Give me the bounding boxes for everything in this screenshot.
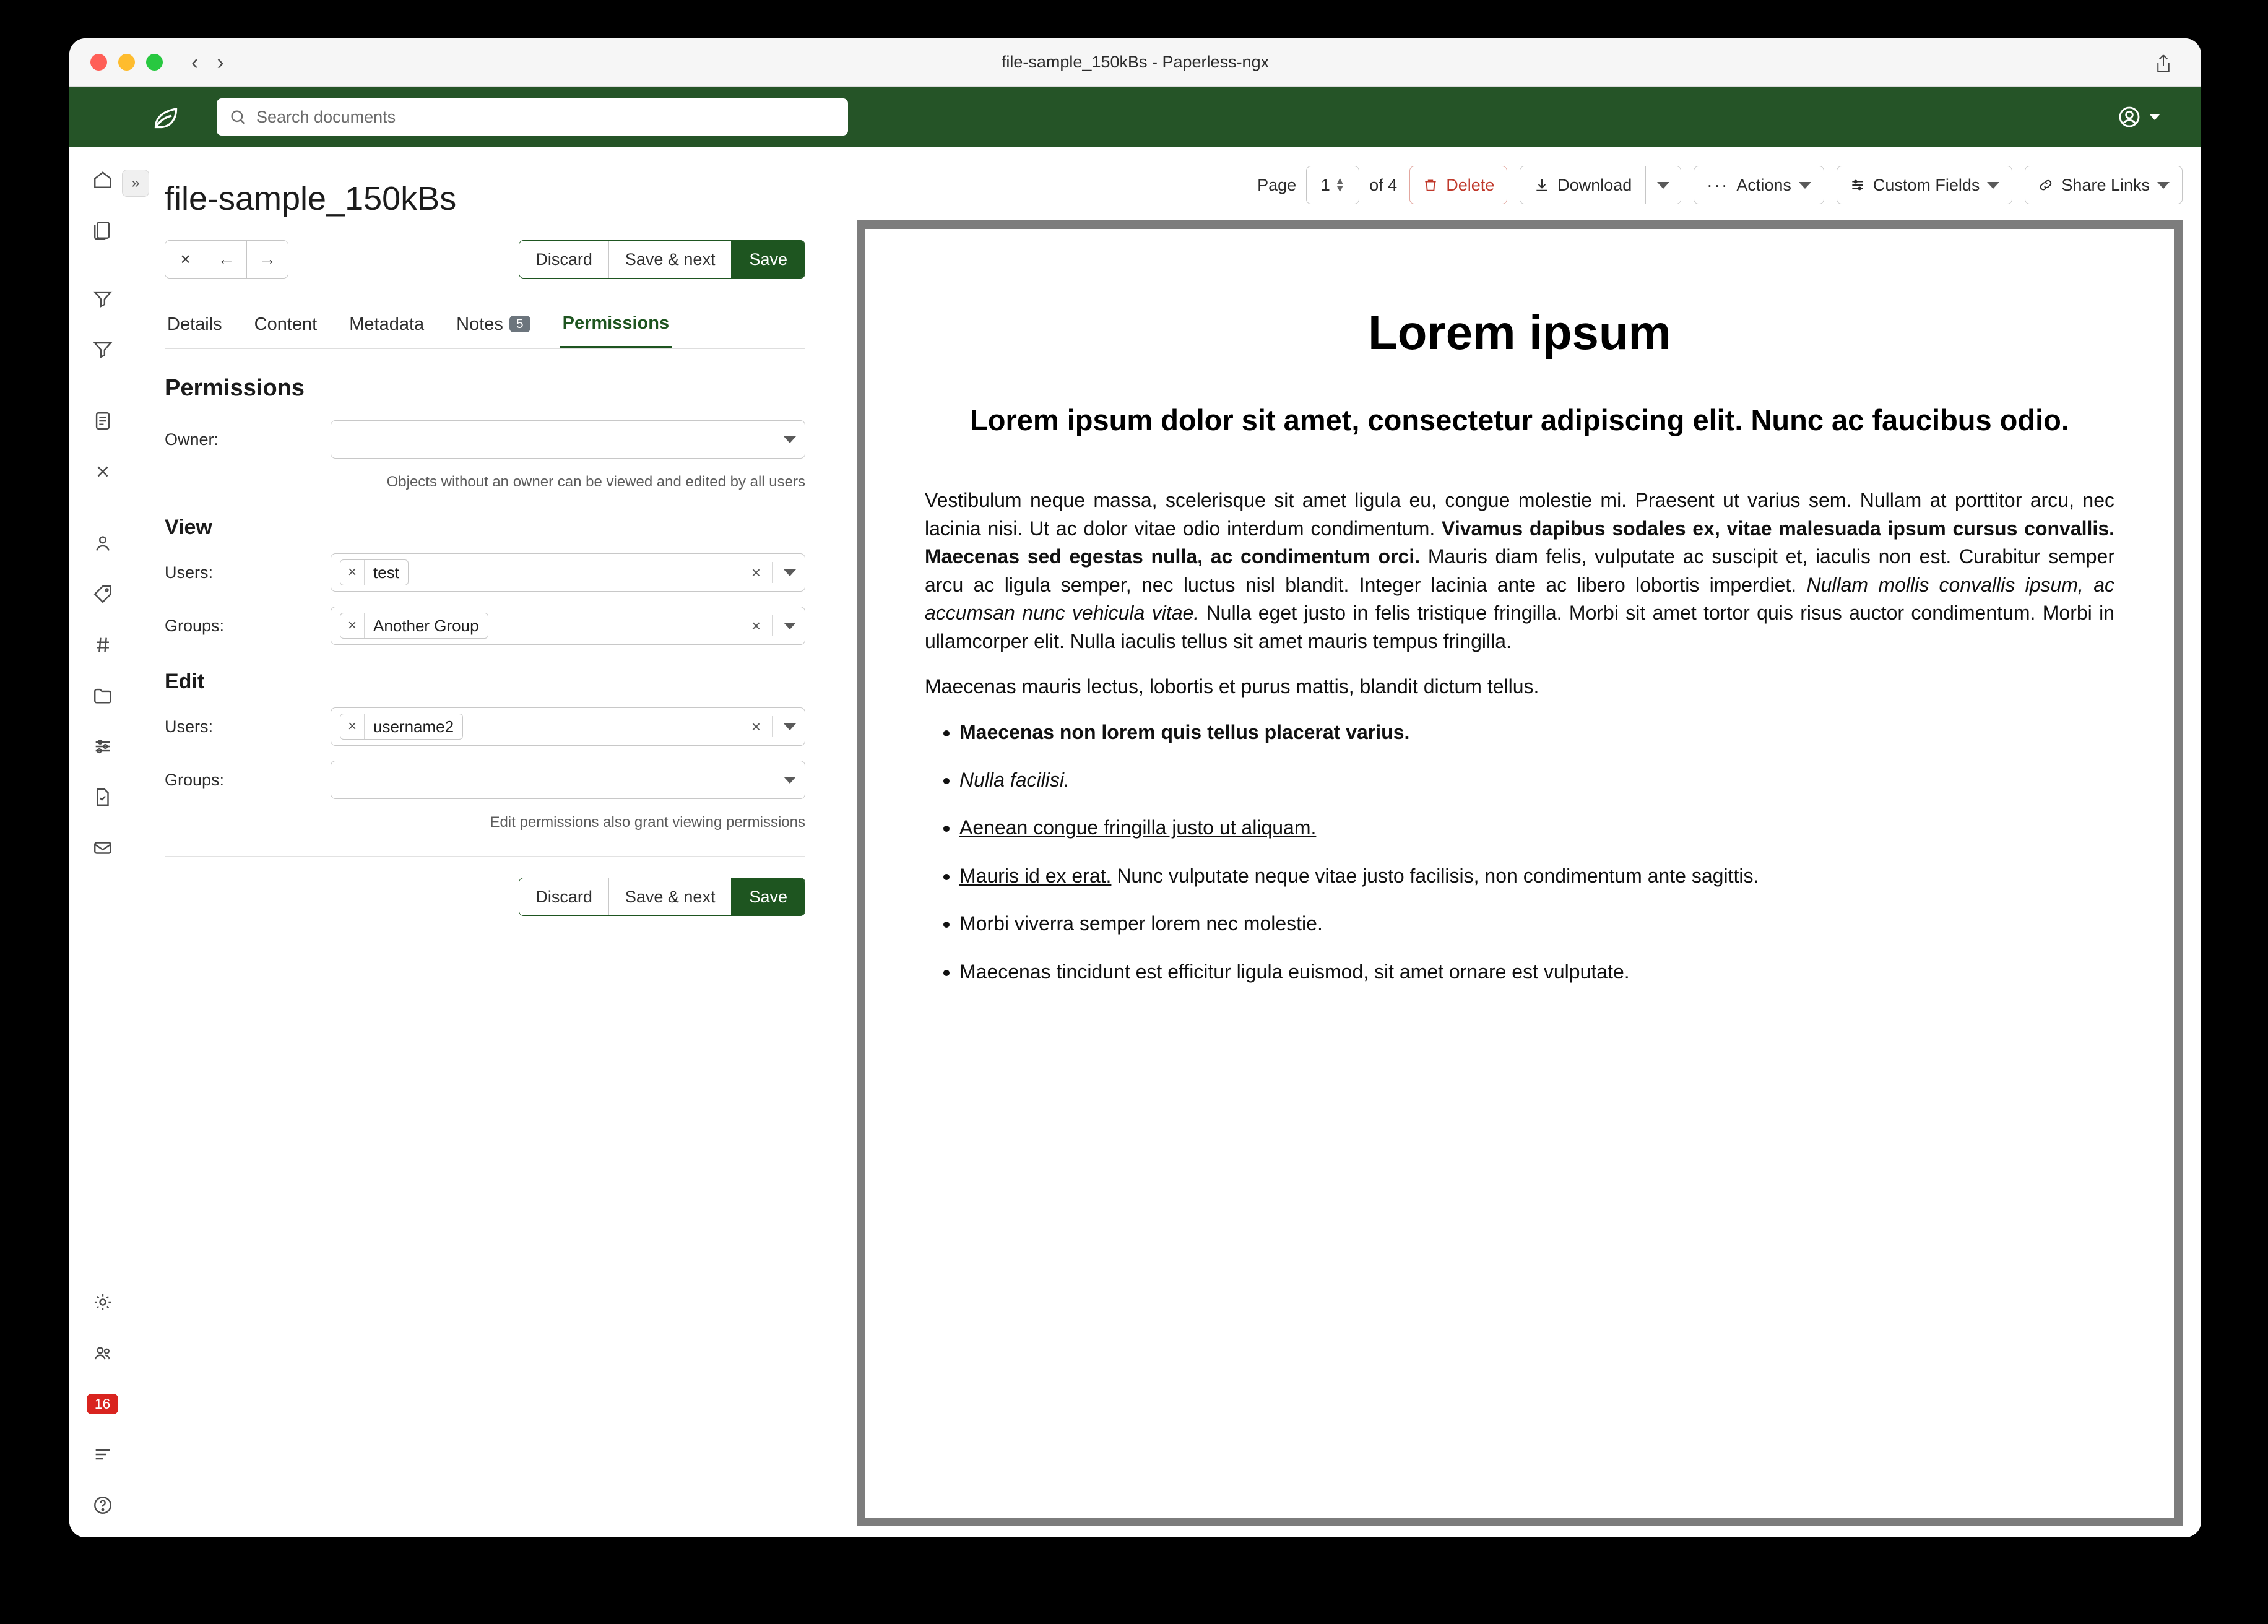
trash-icon <box>1422 177 1439 193</box>
edit-users-row <box>165 707 805 746</box>
page-title: file-sample_150kBs <box>165 180 457 217</box>
list-item <box>959 910 2114 938</box>
p1-e: Nulla eget justo in felis tristique fringilla. Morbi sit amet tortor quis risus auctor condimentum. Morbi in ullamcorper elit. Nulla iaculis tellus sit amet mauris tempus fringilla. <box>925 602 2115 652</box>
discard-button-top[interactable]: Discard <box>519 241 609 278</box>
chevron-down-icon <box>1799 182 1811 189</box>
view-group-chip-label: Another Group <box>373 616 479 635</box>
chevron-down-icon <box>784 569 796 576</box>
remove-chip-icon[interactable]: × <box>340 714 365 739</box>
chevron-down-icon <box>784 436 796 443</box>
edit-groups-select[interactable] <box>331 761 805 799</box>
sidebar-item-close-all[interactable] <box>87 456 119 488</box>
close-window-button[interactable] <box>90 54 107 71</box>
list-item <box>959 766 2114 794</box>
pdf-page <box>865 229 2174 1518</box>
discard-button-bottom[interactable]: Discard <box>519 878 609 915</box>
divider <box>772 615 773 636</box>
chevron-down-icon <box>784 723 796 730</box>
zoom-window-button[interactable] <box>146 54 163 71</box>
download-dropdown-toggle[interactable] <box>1646 166 1681 204</box>
hash-icon <box>92 634 113 655</box>
chevron-down-icon <box>1657 182 1669 189</box>
share-links-label: Share Links <box>2061 175 2150 194</box>
document-edit-panel <box>136 147 834 1537</box>
minimize-window-button[interactable] <box>118 54 135 71</box>
sidebar-bottom-group <box>69 1286 136 1521</box>
bullet-0-bold: Maecenas non lorem quis tellus placerat varius. <box>959 720 1410 743</box>
edit-helper-text: Edit permissions also grant viewing permissions <box>490 814 805 831</box>
download-icon <box>1534 177 1550 193</box>
custom-fields-button[interactable] <box>1837 166 2013 204</box>
document-nav-group[interactable] <box>165 240 288 279</box>
edit-groups-row <box>165 761 805 799</box>
sliders-icon <box>92 736 113 757</box>
notes-count-badge: 5 <box>509 316 530 332</box>
delete-button[interactable] <box>1409 166 1507 204</box>
edit-user-chip[interactable] <box>340 714 463 740</box>
search-input[interactable] <box>217 98 848 136</box>
tab-permissions[interactable] <box>560 307 672 348</box>
delete-label: Delete <box>1446 175 1495 194</box>
bullet-2-underline: Aenean congue fringilla justo ut aliquam. <box>959 816 1317 839</box>
window-titlebar <box>69 38 2201 87</box>
share-icon[interactable] <box>2154 53 2173 74</box>
actions-button[interactable] <box>1694 166 1824 204</box>
bullet-3-plain: Nunc vulputate neque vitae justo facilisis, non condimentum ante sagittis. <box>1111 864 1759 887</box>
document-preview-panel <box>834 147 2201 1537</box>
document-action-row-bottom <box>165 856 805 916</box>
document-tabs <box>165 307 805 349</box>
owner-helper-text: Objects without an owner can be viewed and edited by all users <box>386 473 805 490</box>
sidebar-item-help[interactable] <box>87 1489 119 1521</box>
page-label: Page <box>1257 175 1297 194</box>
preview-bullet-list <box>925 719 2114 987</box>
home-icon <box>92 169 113 190</box>
ellipsis-icon: ··· <box>1707 175 1729 194</box>
open-document-icon <box>92 410 113 431</box>
account-icon <box>2117 105 2142 129</box>
tab-content-label: Content <box>254 314 318 334</box>
sidebar-collapse-button[interactable]: » <box>122 170 149 197</box>
sidebar-item-documents[interactable] <box>87 214 119 246</box>
view-heading: View <box>165 516 212 539</box>
p1-c: Mauris diam felis, vulputate ac suscipit et, iaculis non est. Curabitur semper arcu ac ligula semper, nec luctus nisl blandit. Integer lacinia ante ac libero lobortis imperdiet. <box>925 545 2114 596</box>
tab-metadata[interactable] <box>347 308 426 347</box>
list-item <box>959 958 2114 986</box>
edit-users-controls[interactable] <box>751 716 796 737</box>
view-users-select[interactable] <box>331 553 805 592</box>
edit-heading: Edit <box>165 670 205 693</box>
view-groups-controls[interactable] <box>751 615 796 636</box>
funnel-icon <box>92 288 113 309</box>
clear-all-icon[interactable]: × <box>751 717 761 736</box>
chevron-down-icon <box>2157 182 2170 189</box>
folder-icon <box>92 685 113 706</box>
save-and-next-button-bottom[interactable]: Save & next <box>609 878 732 915</box>
chevron-down-icon <box>784 777 796 784</box>
previous-document-button[interactable]: ← <box>206 241 247 278</box>
view-user-chip-label: test <box>373 563 399 582</box>
sidebar-item-open-documents[interactable] <box>87 405 119 437</box>
view-users-controls[interactable] <box>751 562 796 583</box>
p1-d: Nullam mollis convallis ipsum, ac accumsan nunc vehicula vitae. <box>925 573 2115 624</box>
back-button[interactable]: ‹ <box>191 50 199 74</box>
sidebar <box>69 147 140 1537</box>
window-title: file-sample_150kBs - Paperless-ngx <box>1001 53 1270 71</box>
search-icon <box>229 108 246 126</box>
sidebar-item-storage-paths[interactable] <box>87 680 119 712</box>
page-number-value: 1 <box>1320 175 1330 194</box>
person-icon <box>92 533 113 554</box>
view-user-chip[interactable] <box>340 559 409 585</box>
bullet-3-underline: Mauris id ex erat. <box>959 864 1112 887</box>
owner-select[interactable] <box>331 420 805 459</box>
tasks-badge: 16 <box>87 1394 119 1414</box>
link-icon <box>2038 177 2054 193</box>
list-item <box>959 814 2114 842</box>
sidebar-item-document-types[interactable] <box>87 629 119 661</box>
divider <box>772 716 773 737</box>
tab-details[interactable] <box>165 308 225 347</box>
page-total-label: of 4 <box>1369 175 1398 194</box>
user-menu[interactable] <box>2117 105 2160 129</box>
documents-icon <box>92 220 113 241</box>
preview-paragraph-2: Maecenas mauris lectus, lobortis et purus mattis, blandit dictum tellus. <box>925 675 1539 698</box>
browser-navigation[interactable] <box>191 52 224 73</box>
page-number-input[interactable] <box>1306 166 1359 204</box>
preview-heading-1: Lorem ipsum <box>1368 305 1671 360</box>
download-split-button[interactable] <box>1520 166 1681 204</box>
view-users-row <box>165 553 805 592</box>
help-icon <box>92 1495 113 1516</box>
owner-select-controls[interactable] <box>784 436 796 443</box>
custom-fields-icon <box>1850 177 1866 193</box>
sidebar-item-saved-view-1[interactable] <box>87 282 119 314</box>
clear-all-icon[interactable]: × <box>751 563 761 582</box>
tab-content[interactable] <box>252 308 320 347</box>
funnel-icon <box>92 339 113 360</box>
pdf-preview-viewport[interactable] <box>857 220 2183 1526</box>
list-item <box>959 862 2114 890</box>
paperless-leaf-icon[interactable] <box>147 98 184 136</box>
tab-metadata-label: Metadata <box>349 314 425 334</box>
tab-details-label: Details <box>167 314 222 334</box>
browser-window <box>69 38 2201 1537</box>
sidebar-item-dashboard[interactable] <box>87 163 119 196</box>
sidebar-item-mail[interactable] <box>87 832 119 864</box>
edit-user-chip-label: username2 <box>373 717 454 736</box>
mail-icon <box>92 837 113 858</box>
tab-notes-label: Notes <box>456 314 503 334</box>
view-groups-row <box>165 607 805 645</box>
tab-notes[interactable] <box>454 308 532 347</box>
close-icon <box>93 462 112 481</box>
share-links-button[interactable] <box>2025 166 2183 204</box>
sidebar-item-correspondents[interactable] <box>87 527 119 559</box>
divider <box>772 562 773 583</box>
forward-button[interactable]: › <box>217 50 224 74</box>
edit-groups-controls[interactable] <box>784 777 796 784</box>
sidebar-item-saved-view-2[interactable] <box>87 333 119 365</box>
view-groups-select[interactable] <box>331 607 805 645</box>
view-group-chip[interactable] <box>340 613 488 639</box>
file-task-icon <box>92 787 113 808</box>
remove-chip-icon[interactable]: × <box>340 560 365 585</box>
remove-chip-icon[interactable]: × <box>340 613 365 638</box>
sidebar-item-file-tasks[interactable] <box>87 781 119 813</box>
tag-icon <box>92 584 113 605</box>
edit-users-select[interactable] <box>331 707 805 746</box>
owner-label: Owner: <box>165 430 219 449</box>
sidebar-item-tags[interactable] <box>87 578 119 610</box>
search-placeholder: Search documents <box>256 107 396 126</box>
list-item <box>959 719 2114 746</box>
users-icon <box>92 1342 113 1363</box>
save-button-top[interactable]: Save <box>732 241 805 278</box>
bullet-4-plain: Morbi viverra semper lorem nec molestie. <box>959 912 1323 935</box>
clear-all-icon[interactable]: × <box>751 616 761 635</box>
permissions-heading: Permissions <box>165 375 305 401</box>
page-stepper-icon[interactable]: ▲ ▼ <box>1335 175 1345 194</box>
chevron-down-icon <box>1987 182 1999 189</box>
owner-field-row <box>165 420 805 459</box>
sidebar-item-logs[interactable] <box>87 1438 119 1471</box>
bullet-1-italic: Nulla facilisi. <box>959 768 1070 791</box>
edit-groups-label: Groups: <box>165 770 225 789</box>
actions-label: Actions <box>1736 175 1791 194</box>
p1-a: Vestibulum neque massa, scelerisque sit amet ligula eu, congue molestie mi. Praesent ut varius sem. Nullam at porttitor arcu, nec lacinia nisi. Ut ac dolor vitae odio interdum condimentum. <box>925 489 2114 540</box>
save-button-bottom[interactable]: Save <box>732 878 805 915</box>
next-document-button[interactable]: → <box>247 241 288 278</box>
window-traffic-lights[interactable] <box>90 54 163 71</box>
view-users-label: Users: <box>165 563 214 582</box>
preview-toolbar <box>857 163 2183 207</box>
gear-icon <box>92 1292 113 1313</box>
close-document-button[interactable]: × <box>165 241 206 278</box>
preview-heading-2: Lorem ipsum dolor sit amet, consectetur adipiscing elit. Nunc ac faucibus odio. <box>970 404 2069 436</box>
sidebar-item-custom-fields[interactable] <box>87 730 119 762</box>
save-group-bottom <box>519 878 805 916</box>
document-action-row-top <box>165 240 805 279</box>
save-group-top <box>519 240 805 279</box>
download-button[interactable] <box>1520 166 1646 204</box>
logs-icon <box>92 1444 113 1465</box>
app-body <box>69 147 2201 1537</box>
app-top-bar <box>69 87 2201 147</box>
edit-users-label: Users: <box>165 717 214 736</box>
download-label: Download <box>1557 175 1632 194</box>
sidebar-item-users-groups[interactable] <box>87 1337 119 1369</box>
bullet-5-plain: Maecenas tincidunt est efficitur ligula euismod, sit amet ornare est vulputate. <box>959 960 1630 983</box>
chevron-down-icon <box>784 623 796 629</box>
tab-permissions-label: Permissions <box>562 313 670 333</box>
chevron-down-icon <box>2149 114 2160 120</box>
save-and-next-button-top[interactable]: Save & next <box>609 241 732 278</box>
preview-paragraph-1 <box>925 486 2114 655</box>
p1-b: Vivamus dapibus sodales ex, vitae malesuada ipsum cursus convallis. Maecenas sed egestas nulla, ac condimentum orci. <box>925 517 2115 568</box>
page-navigation <box>1257 166 1397 204</box>
sidebar-item-settings[interactable] <box>87 1286 119 1318</box>
view-groups-label: Groups: <box>165 616 225 635</box>
custom-fields-label: Custom Fields <box>1872 175 1980 194</box>
sidebar-item-notifications[interactable] <box>87 1388 119 1420</box>
